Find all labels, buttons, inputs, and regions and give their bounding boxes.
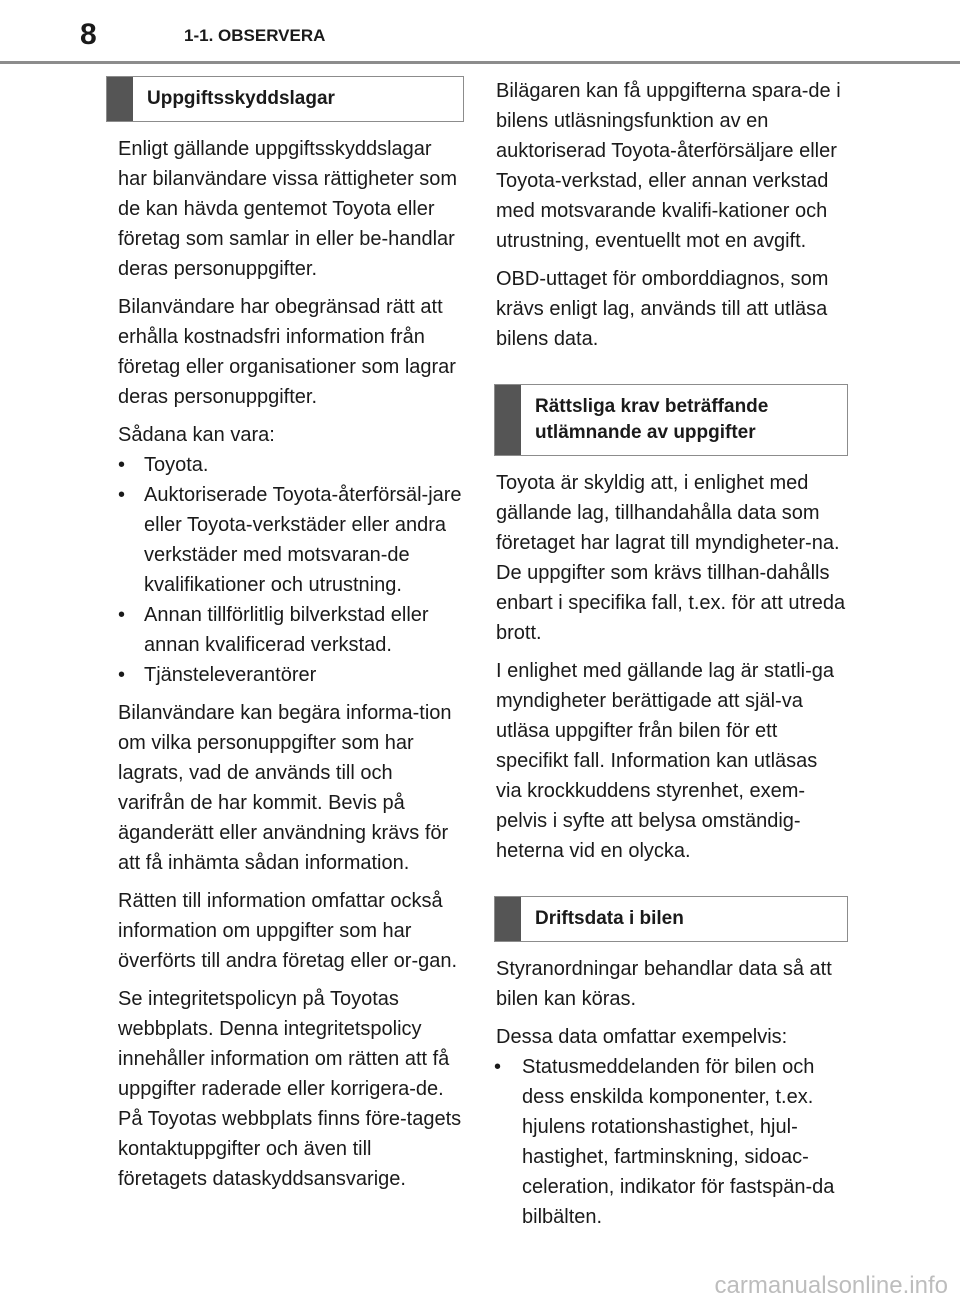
list-item: • Annan tillförlitlig bilverkstad eller annan kvalificerad verkstad.: [106, 600, 464, 660]
bullet-list: [106, 450, 464, 690]
section-heading-data-protection: [106, 76, 464, 122]
list-item: • Auktoriserade Toyota-återförsäl-jare eller Toyota-verkstäder eller andra verkstäder med motsvaran-de kvalifikationer och utrustning.: [106, 480, 464, 600]
heading-bar: [107, 77, 133, 121]
paragraph: Bilanvändare har obegränsad rätt att erhålla kostnadsfri information från företag eller organisationer som lagrar deras personuppgifter.: [118, 296, 456, 408]
paragraph: Styranordningar behandlar data så att bilen kan köras.: [496, 958, 832, 1010]
list-item: • Statusmeddelanden för bilen och dess enskilda komponenter, t.ex. hjulens rotationshastighet, hjul-hastighet, fartminskning, sidoac-celeration, indikator för fastspän-da bilbälten.: [494, 1052, 848, 1232]
heading-bar: [495, 897, 521, 941]
watermark: carmanualsonline.info: [714, 1272, 948, 1299]
heading-bar: [495, 385, 521, 455]
paragraph: Rätten till information omfattar också information om uppgifter som har överförts till andra företag eller or-gan.: [118, 890, 458, 972]
list-item: • Tjänsteleverantörer: [106, 660, 464, 690]
page-header: [0, 0, 960, 62]
left-column: [106, 76, 464, 1202]
heading-text: Driftsdata i bilen: [535, 908, 684, 929]
section-title: 1-1. OBSERVERA: [184, 26, 326, 45]
bullet-list: [494, 1052, 848, 1232]
paragraph: I enlighet med gällande lag är statli-ga myndigheter berättigade att själ-va utläsa uppgifter från bilen för ett specifikt fall. Information kan utläsas via krockkuddens styrenhet, exem-pelvis i syfte att belysa omständig-heterna vid en olycka.: [496, 660, 834, 862]
paragraph: Se integritetspolicyn på Toyotas webbplats. Denna integritetspolicy innehåller information om rätten att få uppgifter raderade eller korrigera-de. På Toyotas webbplats finns före-tagets kontaktuppgifter och även till företagets dataskyddsansvarige.: [118, 988, 462, 1190]
spacer: [494, 874, 848, 896]
section-heading-legal-requirements: [494, 384, 848, 456]
paragraph: Dessa data omfattar exempelvis:: [496, 1026, 788, 1048]
heading-text: Rättsliga krav beträffande utlämnande av uppgifter: [535, 396, 769, 443]
paragraph: Bilanvändare kan begära informa-tion om vilka personuppgifter som har lagrats, vad de används till och varifrån de har kommit. Bevis på äganderätt eller användning krävs för att få inhämta sådan information.: [118, 702, 452, 874]
paragraph: Enligt gällande uppgiftsskyddslagar har bilanvändare vissa rättigheter som de kan hävda gentemot Toyota eller företag som samlar in eller be-handlar deras personuppgifter.: [118, 138, 458, 280]
paragraph: OBD-uttaget för omborddiagnos, som krävs enligt lag, används till att utläsa bilens data.: [496, 268, 829, 350]
heading-text: Uppgiftsskyddslagar: [147, 88, 335, 109]
header-divider: [0, 61, 960, 64]
spacer: [494, 362, 848, 384]
list-item: • Toyota.: [106, 450, 464, 480]
paragraph: Toyota är skyldig att, i enlighet med gällande lag, tillhandahålla data som företaget har lagrat till myndigheter-na. De uppgifter som krävs tillhan-dahålls enbart i specifika fall, t.ex. för att utreda brott.: [496, 472, 846, 644]
paragraph: Bilägaren kan få uppgifterna spara-de i bilens utläsningsfunktion av en auktoriserad Toyota-återförsäljare eller Toyota-verkstad, eller annan verkstad med motsvarande kvalifi-kationer och utrustning, eventuellt mot en avgift.: [496, 80, 841, 252]
right-column: [494, 76, 848, 1240]
page-number: 8: [80, 18, 97, 51]
section-heading-operating-data: [494, 896, 848, 942]
paragraph: Sådana kan vara:: [118, 424, 275, 446]
